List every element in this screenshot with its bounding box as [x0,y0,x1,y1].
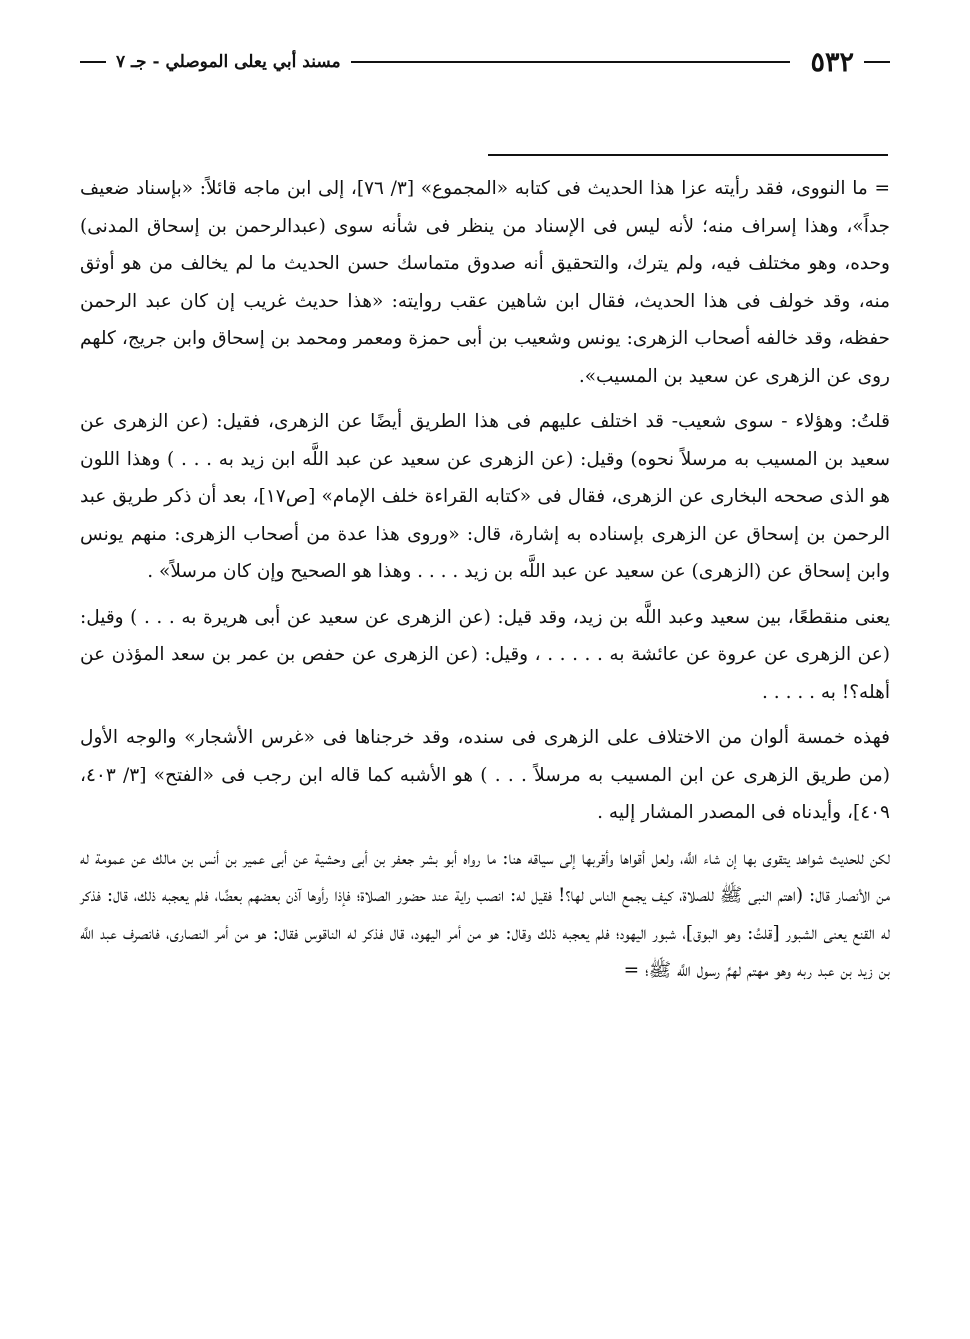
paragraph-shawahid: لكن للحديث شواهد يتقوى بها إن شاء اللَّه، ولعل أقواها وأقربها إلى سياقه هنا: ما رواه أبو بشر جعفر بن أبى وحشية عن أبى عمير بن أنس بن مالك عن عمومة له من الأنصار قال: (اهتم النبى ﷺ للصلاة، كيف يجمع الناس لها؟! فقيل له: انصب راية عند حضور الصلاة؛ فإذا رأوها آذن بعضهم بعضًا، فلم يعجبه ذلك، قال: فذكر له القنع يعنى الشبور [قلتُ: وهو البوق]، شبور اليهود؛ فلم يعجبه ذلك وقال: هو من أمر اليهود، قال فذكر له الناقوس فقال: هو من أمر النصارى، فانصرف عبد اللَّه بن زيد بن عبد ربه وهو مهتم لهمِّ رسول اللَّه ﷺ؛ = [80,847,890,981]
page-number: ٥٣٢ [810,46,854,78]
paragraph-munqati: يعنى منقطعًا، بين سعيد وعبد اللَّه بن زيد، وقد قيل: (عن الزهرى عن سعيد عن أبى هريرة به . . . ) وقيل: (عن الزهرى عن عروة عن عائشة به . . . . . ، وقيل: (عن الزهرى عن حفص بن عمر بن سعد المؤذن عن أهله؟! به . . . . . [80,606,890,703]
header-dash-left [80,61,106,63]
running-title: مسند أبي يعلى الموصلي - جـ ٧ [116,52,341,72]
paragraph-qultu: قلتُ: وهؤلاء - سوى شعيب- قد اختلف عليهم فى هذا الطريق أيضًا عن الزهرى، فقيل: (عن الزهرى عن سعيد بن المسيب به مرسلاً نحوه) وقيل: (عن الزهرى عن سعيد عن عبد اللَّه ابن زيد به . . . ) وهذا اللون هو الذى صححه البخارى عن الزهرى، فقال فى «كتابه القراءة خلف الإمام» [ص١٧]، بعد أن ذكر طريق عبد الرحمن بن إسحاق عن الزهرى بإسناده به إشارة، قال: «وروى هذا عدة من أصحاب الزهرى: منهم يونس وابن إسحاق عن (الزهرى) عن سعيد عن عبد اللَّه بن زيد . . . . وهذا هو الصحيح وإن كان مرسلاً» . [80,411,890,582]
header-rule [351,61,791,63]
paragraph-nawawi: = ما النووى، فقد رأيته عزا هذا الحديث فى كتابه «المجموع» [٣/ ٧٦]، إلى ابن ماجه قائلاً: «بإسناد ضعيف جداً»، وهذا إسراف منه؛ لأنه ليس فى الإسناد من ينظر فى شأنه سوى (عبدالرحمن بن إسحاق المدنى) وحده، وهو مختلف فيه، ولم يترك، والتحقيق أنه صدوق متماسك حسن الحديث ما لم يخالف من هو أوثق منه، وقد خولف فى هذا الحديث، فقال ابن شاهين عقب روايته: «هذا حديث غريب إن كان عبد الرحمن حفظه، وقد خالفه أصحاب الزهرى: يونس وشعيب بن أبى حمزة ومعمر ومحمد بن إسحاق وابن جريج، كلهم روى عن الزهرى عن سعيد بن المسيب». [80,178,890,387]
footnote-separator [488,154,888,156]
page-header [80,44,890,80]
paragraph-five-variants: فهذه خمسة ألوان من الاختلاف على الزهرى فى سنده، وقد خرجناها فى «غرس الأشجار» والوجه الأول (من طريق الزهرى عن ابن المسيب به مرسلاً . . . ) هو الأشبه كما قاله ابن رجب فى «الفتح» [٣/ ٤٠٣، ٤٠٩]، وأيدناه فى المصدر المشار إليه . [80,727,890,823]
footnote-body [80,170,890,998]
header-dash-right [864,61,890,63]
